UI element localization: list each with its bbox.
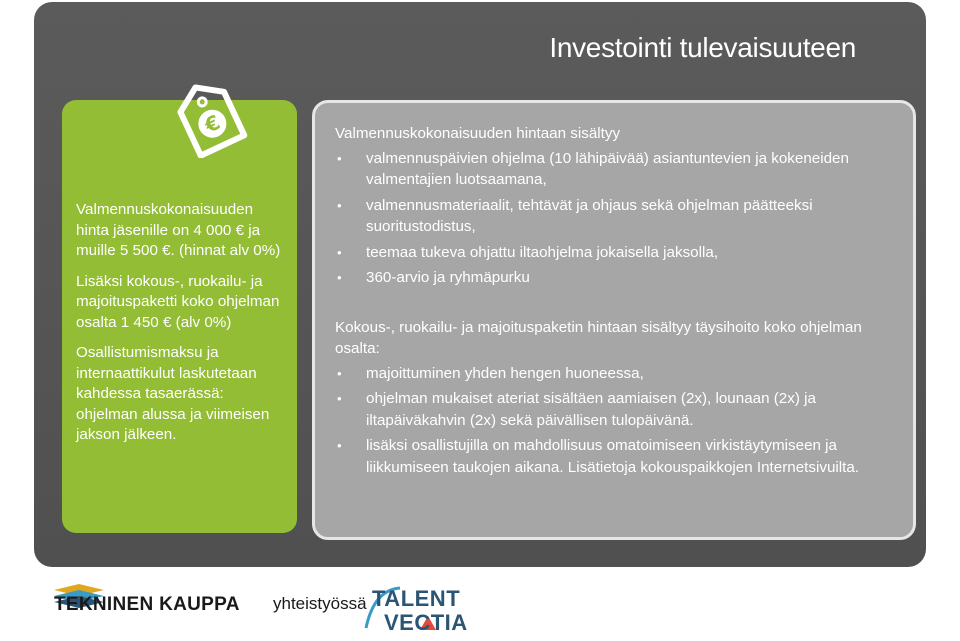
package-intro: Kokous-, ruokailu- ja majoituspaketin hintaan sisältyy täysihoito koko ohjelman osalta: [335,318,862,357]
package-list [335,363,895,479]
cooperation-label: yhteistyössä [273,594,367,613]
list-item: • lisäksi osallistujilla on mahdollisuus omatoimiseen virkistäytymiseen ja liikkumiseen taukojen aikana. Lisätietoja kokouspaikkojen Internetsivuilta. [335,435,895,478]
included-list [335,148,895,289]
slide-title: Investointi tulevaisuuteen [549,32,856,63]
details-intro: Valmennuskokonaisuuden hintaan sisältyy [335,125,621,142]
talent-vectia-line1: TALENT [372,586,461,611]
billing-paragraph: Osallistumismaksu ja internaattikulut laskutetaan kahdessa tasaerässä: ohjelman alussa ja viimeisen jakson jälkeen. [76,344,270,443]
list-item: • valmennusmateriaalit, tehtävät ja ohjaus sekä ohjelman päätteeksi suoritustodistus, [335,195,895,238]
pricing-text [76,200,288,456]
details-text [335,123,895,482]
list-item: • 360-arvio ja ryhmäpurku [335,267,895,289]
list-item: • valmennuspäivien ohjelma (10 lähipäivää) asiantuntevien ja kokeneiden valmentajien luotsaamana, [335,148,895,191]
extra-package-paragraph: Lisäksi kokous-, ruokailu- ja majoituspaketti koko ohjelman osalta 1 450 € (alv 0%) [76,272,280,331]
talent-vectia-logo [360,582,468,635]
tekninen-kauppa-logo-text: TEKNINEN KAUPPA [54,594,240,615]
details-panel [312,100,916,540]
list-item: • ohjelman mukaiset ateriat sisältäen aamiaisen (2x), lounaan (2x) ja iltapäiväkahvin (2x) sekä päivällisen tulopäivänä. [335,388,895,431]
euro-price-tag-icon [162,72,248,158]
svg-text:€: € [200,109,224,138]
talent-vectia-line2: VECTIA [384,610,468,635]
list-item: • teemaa tukeva ohjattu iltaohjelma jokaisella jaksolla, [335,242,895,264]
price-paragraph: Valmennuskokonaisuuden hinta jäsenille on 4 000 € ja muille 5 500 €. (hinnat alv 0%) [76,201,281,259]
pricing-panel [62,100,297,533]
footer [0,572,960,641]
list-item: • majoittuminen yhden hengen huoneessa, [335,363,895,385]
